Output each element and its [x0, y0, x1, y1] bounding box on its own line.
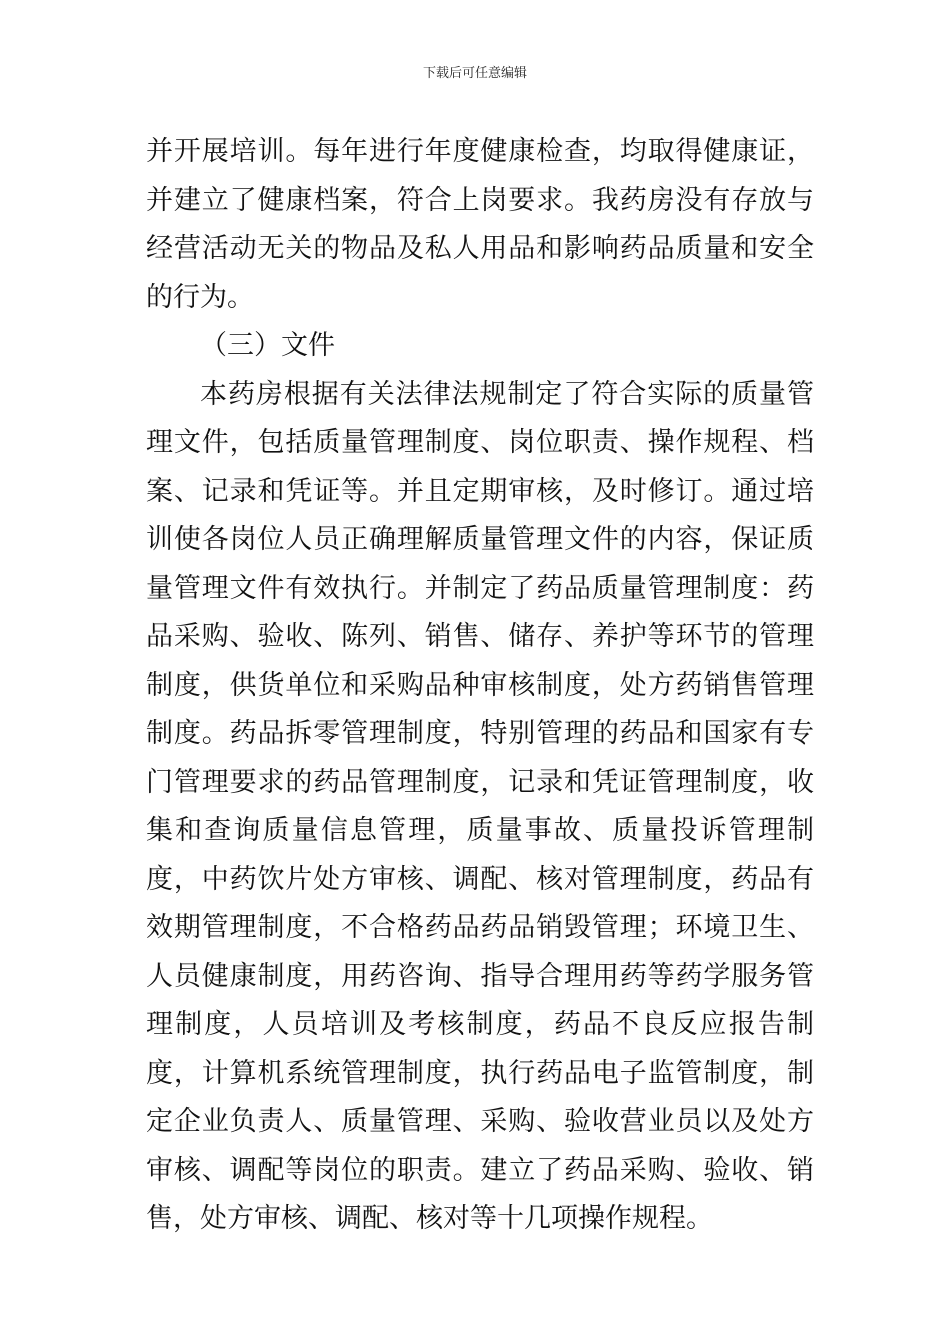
paragraph-documents: 本药房根据有关法律法规制定了符合实际的质量管理文件，包括质量管理制度、岗位职责、操作规程、档案、记录和凭证等。并且定期审核，及时修订。通过培训使各岗位人员正确理解质量管理文件的内容，保证质量管理文件有效执行。并制定了药品质量管理制度：药品采购、验收、陈列、销售、储存、养护等环节的管理制度，供货单位和采购品种审核制度，处方药销售管理制度。药品拆零管理制度，特别管理的药品和国家有专门管理要求的药品管理制度，记录和凭证管理制度，收集和查询质量信息管理，质量事故、质量投诉管理制度，中药饮片处方审核、调配、核对管理制度，药品有效期管理制度，不合格药品药品销毁管理；环境卫生、人员健康制度，用药咨询、指导合理用药等药学服务管理制度，人员培训及考核制度，药品不良反应报告制度，计算机系统管理制度，执行药品电子监管制度，制定企业负责人、质量管理、采购、验收营业员以及处方审核、调配等岗位的职责。建立了药品采购、验收、销售，处方审核、调配、核对等十几项操作规程。	[146, 378, 814, 1234]
document-body	[146, 128, 814, 1244]
page-header-note: 下载后可任意编辑	[422, 66, 527, 81]
paragraph-continued: 并开展培训。每年进行年度健康检查，均取得健康证，并建立了健康档案，符合上岗要求。我药房没有存放与经营活动无关的物品及私人用品和影响药品质量和安全的行为。	[146, 136, 814, 313]
section-heading-documents: （三）文件	[200, 330, 335, 361]
